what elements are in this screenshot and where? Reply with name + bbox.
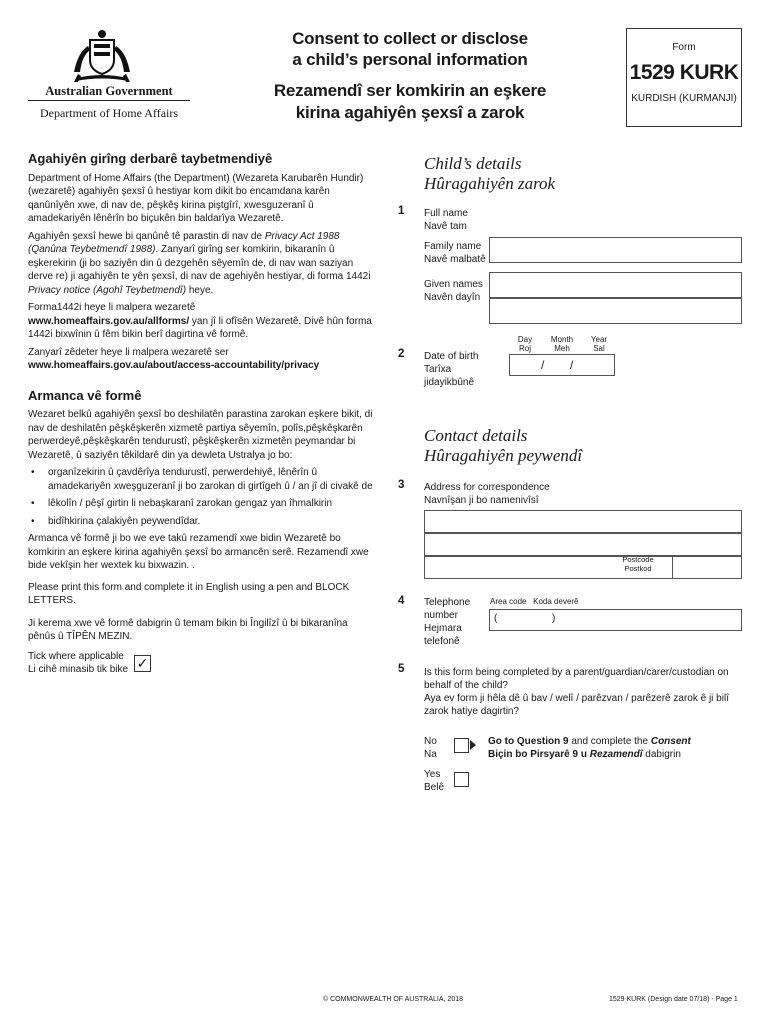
question-2-number: 2 (398, 348, 405, 360)
date-of-birth-label: Date of birth Tarîxa jidayikbûnê (424, 351, 479, 388)
tick-legend (28, 650, 376, 677)
question-1-number: 1 (398, 205, 405, 217)
header-divider (28, 100, 190, 101)
question-5-text: Is this form being completed by a parent/guardian/carer/custodian on behalf of the child? Aya ev form ji hêla dê û bav / welî / parêzvan / parêzerê zarok ê ji bilî zarok hatiye dagirtin? (424, 667, 729, 717)
department-name: Department of Home Affairs (39, 106, 179, 120)
form-number-box (626, 28, 742, 127)
tick-legend-english: Tick where applicable (28, 650, 124, 662)
date-of-birth-field[interactable] (509, 354, 615, 376)
given-names-field-line-2[interactable] (489, 298, 742, 324)
purpose-list (28, 466, 376, 528)
postcode-label: Postcode Postkod (622, 555, 654, 573)
no-label: No Na (424, 736, 437, 760)
family-name-field[interactable] (489, 237, 742, 263)
family-name-label: Family name Navê malbatê (424, 241, 486, 265)
address-label: Address for correspondence Navnîşan ji bo namenivîsî (424, 482, 550, 506)
given-names-field[interactable] (489, 272, 742, 298)
privacy-link[interactable]: www.homeaffairs.gov.au/about/access-accountability/privacy (28, 360, 320, 371)
year-label: Year Sal (590, 335, 608, 353)
instruction-english: Please print this form and complete it in English using a pen and BLOCK LETTERS. (28, 581, 350, 606)
purpose-heading: Armanca vê formê (28, 387, 142, 403)
purpose-paragraph-2: Armanca vê formê ji bo we eve takû rezamendî xwe bidin Wezaretê bo komkirin an eşkere kirina agahiyên şexsî bo armancên serê. Rezamendî xwe bide vekîşin her wextek ku bixwazin. . (28, 533, 369, 571)
form-title-kurdish: Rezamendî ser komkirin an eşkere kirina agahiyên şexsî a zarok (273, 81, 547, 122)
date-separator: / (541, 358, 545, 372)
list-item: • organîzekirin û çavdêrîya tendurustî, perwerdehiyê, lênêrîn û amadekariyên xweşguzeranî ji bo zarokan di girtîgeh û / an jî di civakê de (28, 466, 376, 493)
instruction-kurdish: Ji kerema xwe vê formê dabigrin û temam bikin bi Îngilîzî û bi bikaranîna pênûs û TÎPÊN MEZIN. (28, 617, 348, 642)
address-line-1-field[interactable] (424, 510, 742, 533)
allforms-link[interactable]: www.homeaffairs.gov.au/allforms/ (28, 315, 190, 327)
privacy-paragraph-4: Zanyarî zêdeter heye li malpera wezaretê ser www.homeaffairs.gov.au/about/access-accountability/privacy (28, 346, 320, 371)
coat-of-arms-icon (66, 28, 138, 84)
privacy-paragraph-1: Department of Home Affairs (the Department) (Wezareta Karubarên Hundir) (wezaretê) agahiyên şexsî û hestiyar kom dikit bo encamdana karên qanûnîyên xwe, di nav de, pêşkêş kirina piştgîrî, xwesguzeranî û amadekariyên lênêrîn bo biçukên bin baldarîya Wezaretê. (28, 172, 364, 224)
yes-label: Yes Belê (424, 769, 445, 793)
purpose-paragraph-1: Wezaret belkû agahiyên şexsî bo deshilatên parastina zarokan eşkere bikit, di nav de deshilatên pêşkêşkerên xizmetê partiya sêyemîn, polîs,pêşkêşkarên perwerdeyê,pêşkêşkarên tendurustî, pêşkêşkerên xizmetên peymandar bi Wezaretê, û saziyên têkildarê din ya dewleta Ustralya jo bo: (28, 409, 373, 461)
no-instruction: Go to Question 9 and complete the Consent Biçin bo Pirsyarê 9 u Rezamendî dabigrin (488, 736, 691, 760)
page-info: 1529 KURK (Design date 07/18) - Page 1 (609, 996, 738, 1003)
list-item: • lêkolîn / pêşî girtin li nebaşkaranî zarokan gengaz yan îhmalkirin (28, 497, 376, 511)
child-details-heading: Child’s details Hûragahiyên zarok (424, 154, 556, 193)
given-names-label: Given names Navên dayîn (424, 279, 483, 303)
date-separator: / (570, 358, 574, 372)
telephone-field[interactable]: ( ) (489, 609, 742, 631)
form-language: KURDISH (KURMANJI) (631, 93, 737, 104)
yes-checkbox[interactable] (454, 772, 469, 787)
question-5-number: 5 (398, 663, 405, 675)
telephone-label: Telephone number Hejmara telefonê (424, 597, 471, 647)
postcode-field[interactable] (672, 556, 742, 579)
no-checkbox[interactable] (454, 738, 469, 753)
area-code-label: Area code Koda deverê (490, 597, 579, 606)
privacy-paragraph-3: Forma1442i heye li malpera wezaretê www.homeaffairs.gov.au/allforms/ yan jî li ofîsên Wezaretê. Divê hûn forma 1442i bixwînin û fêm bikin berî dagirtina vê formê. (28, 302, 372, 340)
day-label: Day Roj (517, 335, 533, 353)
government-name: Australian Government (45, 84, 173, 98)
form-label: Form (672, 42, 696, 53)
month-label: Month Meh (550, 335, 574, 353)
contact-details-heading: Contact details Hûragahiyên peywendî (424, 426, 583, 465)
tick-legend-kurdish: Li cihê minasib tik bike (28, 664, 129, 675)
form-number: 1529 KURK (629, 61, 739, 84)
question-1-label: Full name Navê tam (424, 208, 468, 232)
privacy-paragraph-2: Agahiyên şexsî hewe bi qanûnê tê parastin di nav de Privacy Act 1988 (Qanûna Teybetmendî 1988). Zanyarî girîng ser komkirin, bikaranîn û eşkerekirin (ji bo saziyên din û dezgehên sêyemîn de, di nav wan saziyan derve re) ji agahiyên te yên şexsî, di nav de agehiyên hestiyar, di forma 1442i Privacy notice (Agohî Teybetmendî) heye. (28, 230, 371, 296)
left-column (28, 152, 376, 677)
question-4-number: 4 (398, 595, 405, 607)
copyright-notice: © COMMONWEALTH OF AUSTRALIA, 2018 (323, 996, 463, 1003)
privacy-heading: Agahiyên girîng derbarê taybetmendiyê (28, 151, 273, 166)
address-line-2-field[interactable] (424, 533, 742, 556)
tick-example-icon: ✓ (134, 655, 151, 672)
list-item: • bidîhkirina çalakiyên peywendîdar. (28, 515, 376, 529)
arrow-right-icon (470, 740, 476, 750)
question-3-number: 3 (398, 479, 405, 491)
form-title-english: Consent to collect or disclose a child’s personal information (292, 29, 528, 69)
